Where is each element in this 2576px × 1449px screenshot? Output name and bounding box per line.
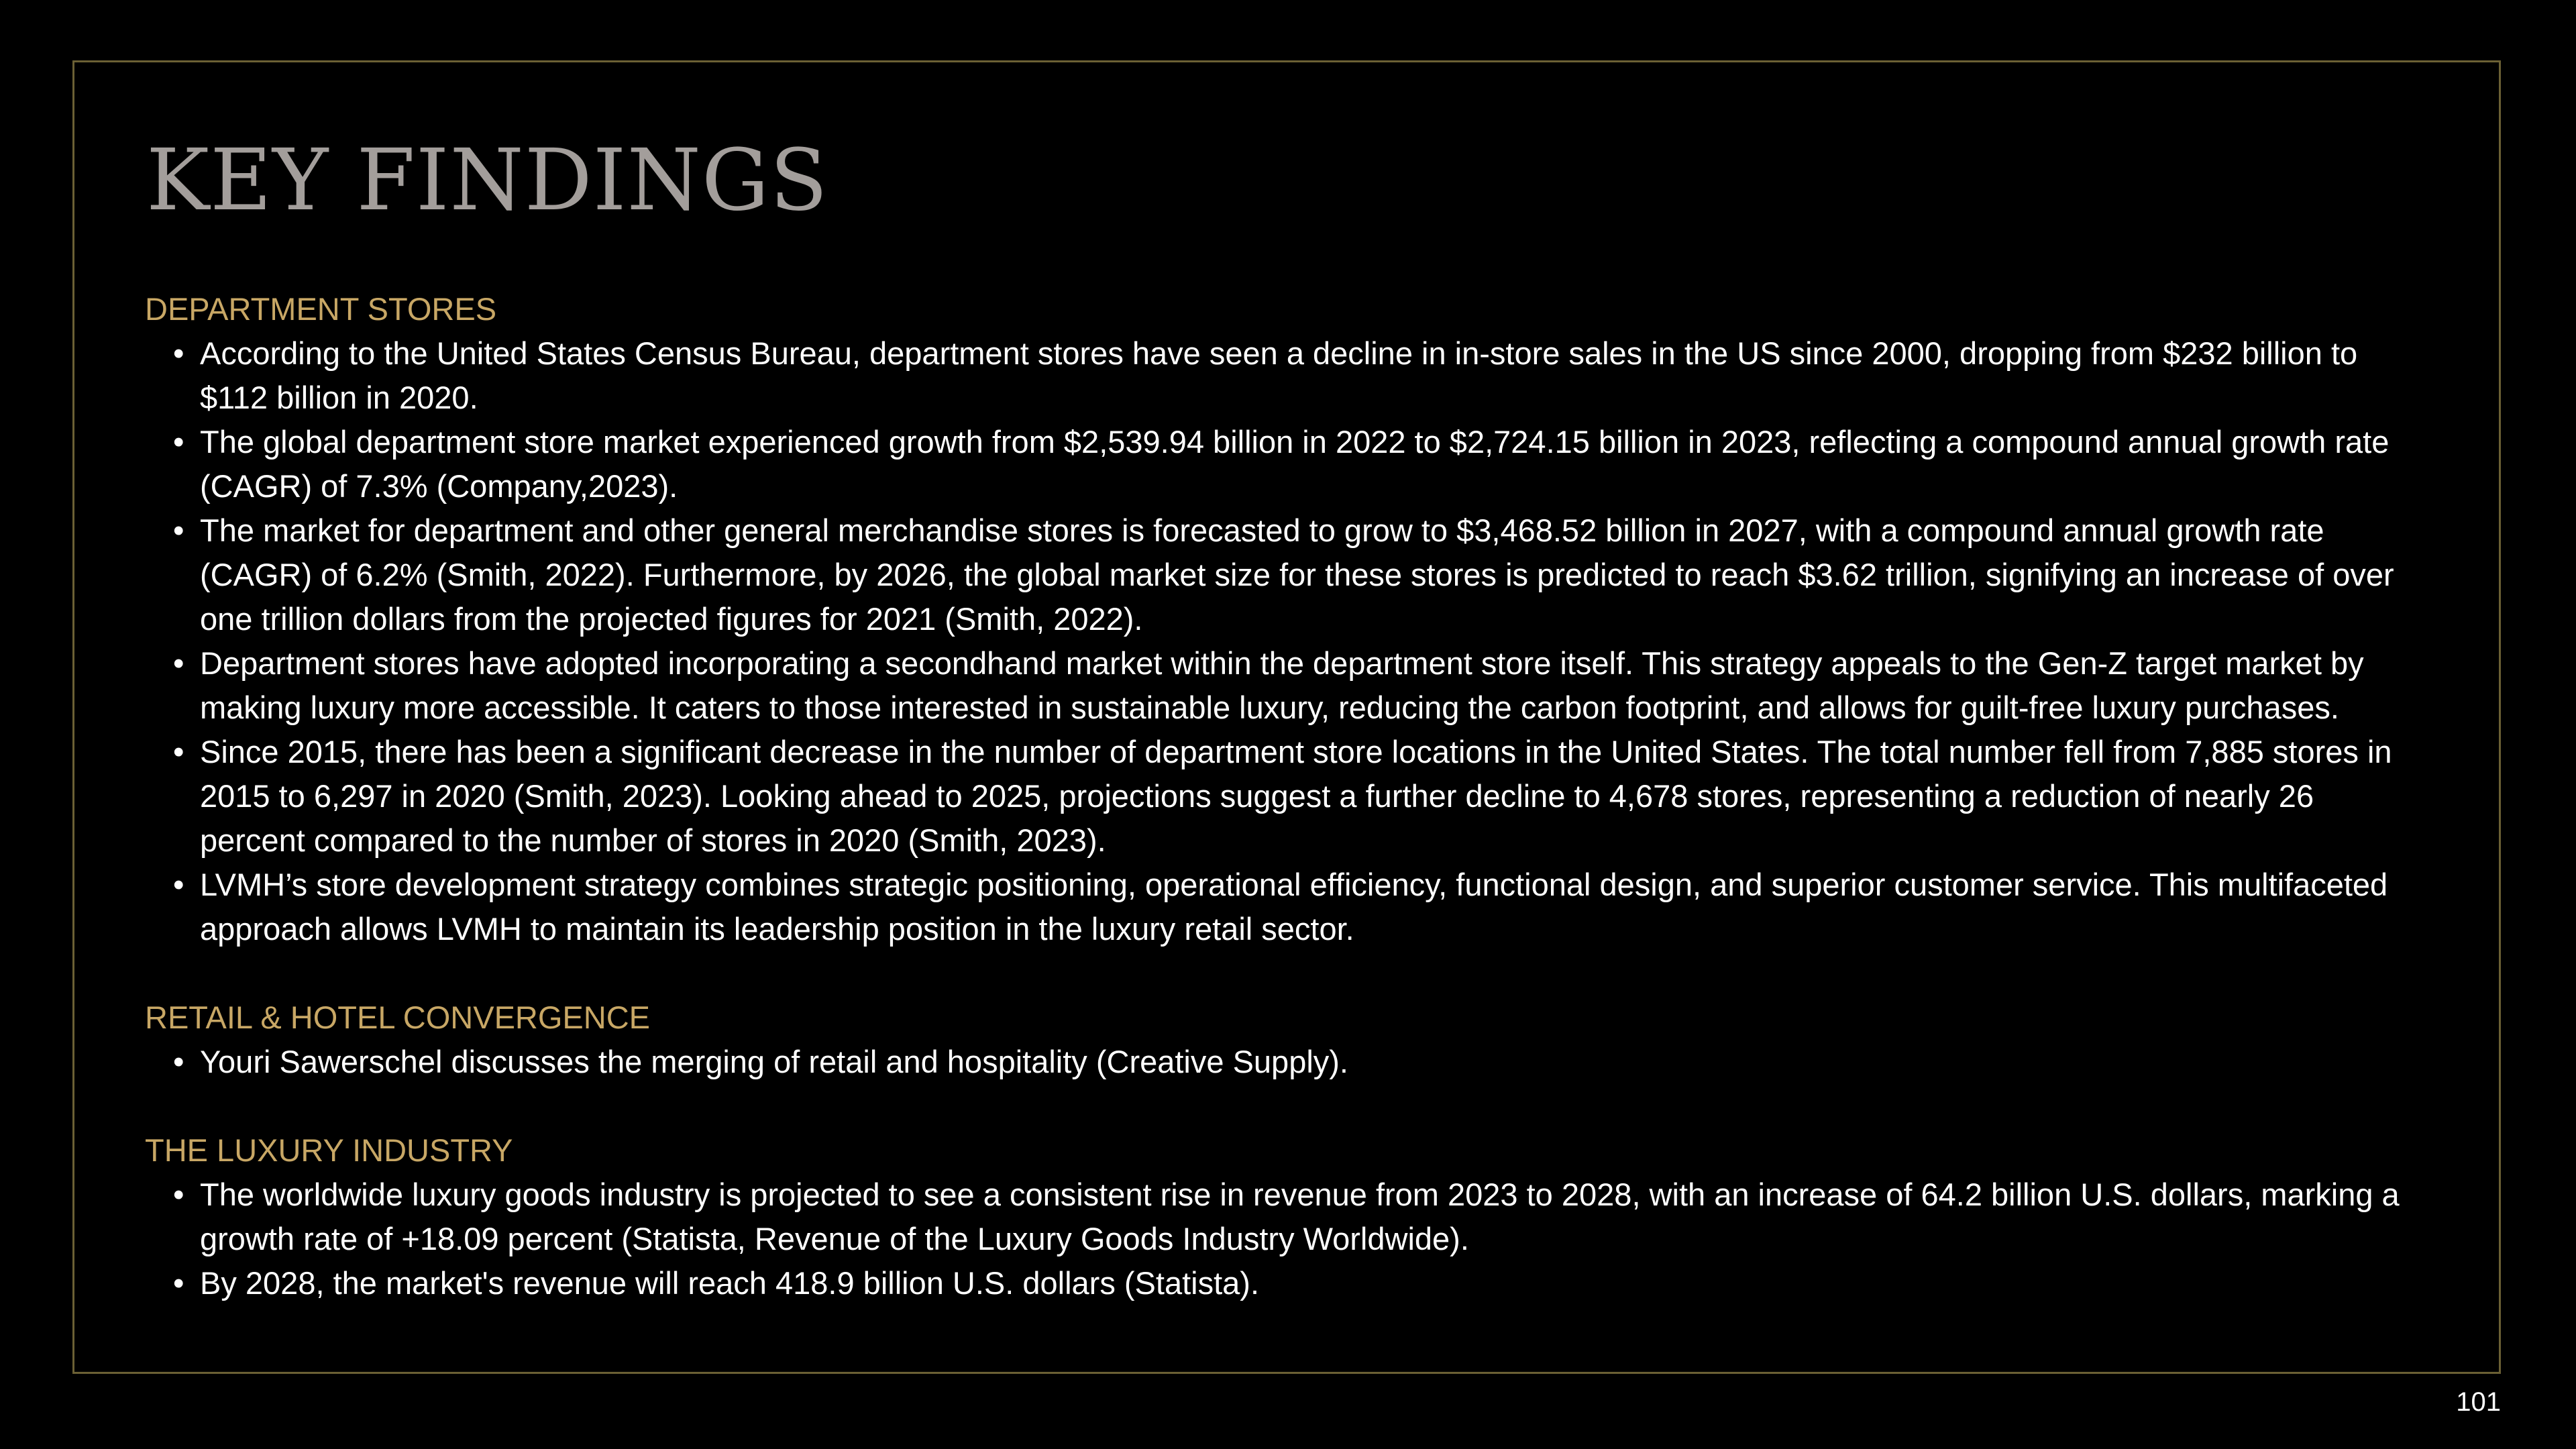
section-heading: RETAIL & HOTEL CONVERGENCE xyxy=(145,1000,651,1035)
bullet-item xyxy=(145,863,2426,951)
bullet-dot-icon: • xyxy=(173,867,184,902)
bullet-item xyxy=(145,1040,2426,1084)
bullet-text: By 2028, the market's revenue will reach 418.9 billion U.S. dollars (Statista). xyxy=(200,1265,1259,1301)
section-spacer xyxy=(145,1084,2426,1128)
bullet-text: The global department store market experienced growth from $2,539.94 billion in 2022 to $2,724.15 billion in 2023, reflecting a compound annual growth rate (CAGR) of 7.3% (Company,2023). xyxy=(200,424,2390,504)
bullet-item xyxy=(145,1261,2426,1305)
bullet-dot-icon: • xyxy=(173,1177,184,1212)
bullet-text: Department stores have adopted incorporating a secondhand market within the department store itself. This strategy appeals to the Gen-Z target market by making luxury more accessible. It caters to those interested in sustainable luxury, reducing the carbon footprint, and allows for guilt-free luxury purchases. xyxy=(200,645,2364,725)
section-retail-hotel-convergence xyxy=(145,996,2426,1084)
bullet-dot-icon: • xyxy=(173,734,184,769)
bullet-dot-icon: • xyxy=(173,645,184,681)
bullet-dot-icon: • xyxy=(173,513,184,548)
bullet-text: Since 2015, there has been a significant decrease in the number of department store locations in the United States. The total number fell from 7,885 stores in 2015 to 6,297 in 2020 (Smith, 2023). Looking ahead to 2025, projections suggest a further decline to 4,678 stores, representing a reduction of nearly 26 percent compared to the number of stores in 2020 (Smith, 2023). xyxy=(200,734,2392,858)
section-department-stores xyxy=(145,287,2426,951)
bullet-dot-icon: • xyxy=(173,1265,184,1301)
section-luxury-industry xyxy=(145,1128,2426,1305)
bullet-dot-icon: • xyxy=(173,1044,184,1079)
bullet-item xyxy=(145,508,2426,641)
bullet-text: The market for department and other general merchandise stores is forecasted to grow to $3,468.52 billion in 2027, with a compound annual growth rate (CAGR) of 6.2% (Smith, 2022). Furthermore, by 2026, the global market size for these stores is predicted to reach $3.62 trillion, signifying an increase of over one trillion dollars from the projected figures for 2021 (Smith, 2022). xyxy=(200,513,2394,637)
bullet-item xyxy=(145,331,2426,420)
bullet-text: According to the United States Census Bureau, department stores have seen a decline in in-store sales in the US since 2000, dropping from $232 billion to $112 billion in 2020. xyxy=(200,335,2358,415)
section-heading: THE LUXURY INDUSTRY xyxy=(145,1132,513,1168)
bullet-dot-icon: • xyxy=(173,424,184,460)
bullet-item xyxy=(145,1173,2426,1261)
bullet-item xyxy=(145,730,2426,863)
bullet-text: Youri Sawerschel discusses the merging of retail and hospitality (Creative Supply). xyxy=(200,1044,1348,1079)
bullet-list xyxy=(145,1173,2426,1305)
section-spacer xyxy=(145,951,2426,996)
bullet-text: LVMH’s store development strategy combines strategic positioning, operational efficiency, functional design, and superior customer service. This multifaceted approach allows LVMH to maintain its leadership position in the luxury retail sector. xyxy=(200,867,2388,947)
page-title: KEY FINDINGS xyxy=(146,131,828,229)
section-heading: DEPARTMENT STORES xyxy=(145,291,497,327)
page-number: 101 xyxy=(2456,1387,2501,1417)
bullet-item xyxy=(145,641,2426,730)
bullet-list xyxy=(145,331,2426,951)
bullet-item xyxy=(145,420,2426,508)
bullet-text: The worldwide luxury goods industry is projected to see a consistent rise in revenue from 2023 to 2028, with an increase of 64.2 billion U.S. dollars, marking a growth rate of +18.09 percent (Statista, Revenue of the Luxury Goods Industry Worldwide). xyxy=(200,1177,2400,1256)
findings-content xyxy=(145,287,2426,1305)
bullet-dot-icon: • xyxy=(173,335,184,371)
bullet-list xyxy=(145,1040,2426,1084)
